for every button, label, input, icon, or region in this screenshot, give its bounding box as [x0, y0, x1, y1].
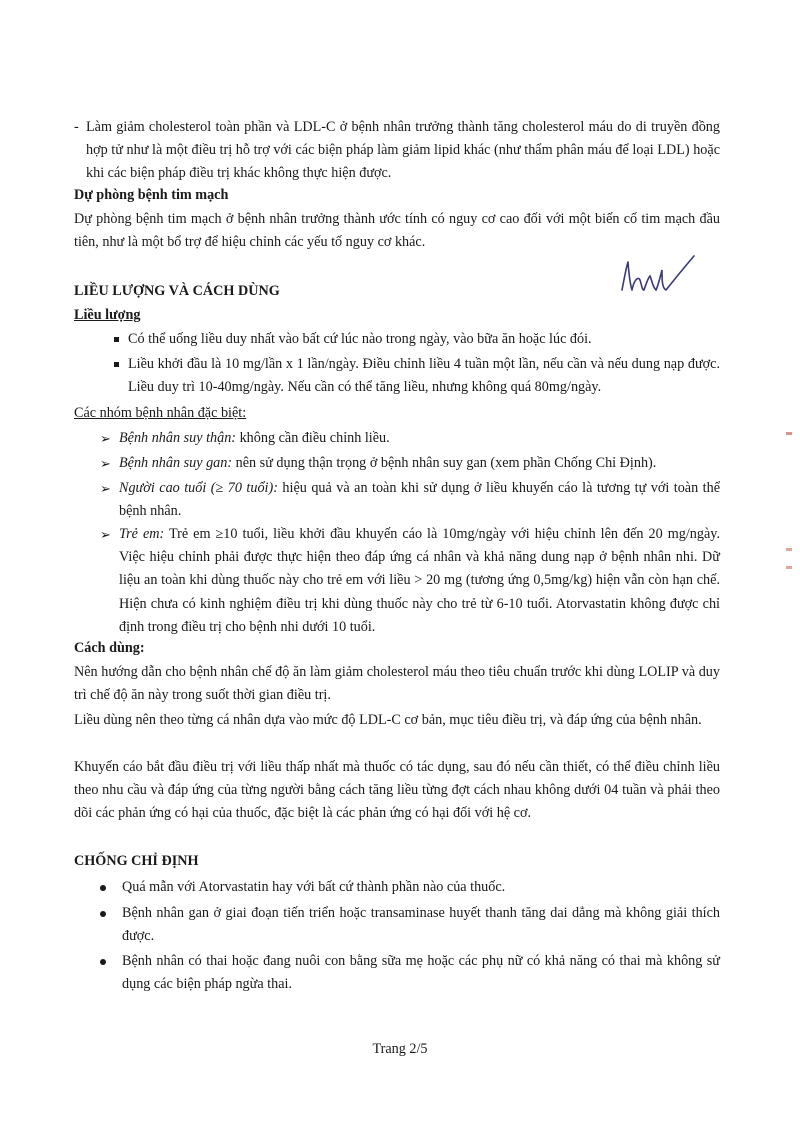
- dosage-bullet-text: Có thể uống liều duy nhất vào bất cứ lúc nào trong ngày, vào bữa ăn hoặc lúc đói.: [128, 331, 592, 347]
- special-group-label: Người cao tuổi (≥ 70 tuổi):: [119, 480, 278, 496]
- special-group-label: Bệnh nhân suy thận:: [119, 430, 237, 446]
- page-number: Trang 2/5: [372, 1041, 428, 1057]
- special-group-item: [100, 427, 720, 450]
- arrow-bullet-icon: ➢: [100, 527, 111, 542]
- square-bullet-icon: [114, 337, 119, 342]
- contra-bullet: [100, 950, 720, 996]
- contra-bullet: [100, 902, 720, 948]
- edge-mark: [786, 432, 792, 435]
- signature: [618, 250, 698, 300]
- dosage-bullet-text: Liều khởi đầu là 10 mg/lần x 1 lần/ngày. Điều chỉnh liều 4 tuần một lần, nếu cần và nếu dung nạp được. Liều duy trì 10-40mg/ngày. Nếu cần có thể tăng liều, nhưng không quá 80mg/ngày.: [128, 356, 720, 396]
- round-bullet-icon: [100, 885, 106, 891]
- arrow-bullet-icon: ➢: [100, 431, 111, 446]
- special-group-desc: không cần điều chỉnh liều.: [236, 430, 390, 446]
- contra-bullet: [100, 876, 720, 899]
- cardio-text: Dự phòng bệnh tim mạch ở bệnh nhân trưởng thành ước tính có nguy cơ cao đối với một biến cố tim mạch đầu tiên, như là một bổ trợ để hiệu chỉnh các yếu tố nguy cơ khác.: [74, 211, 720, 251]
- intro-text: Làm giảm cholesterol toàn phần và LDL-C ở bệnh nhân trưởng thành tăng cholesterol máu do di truyền đồng hợp tử như là một điều trị hỗ trợ với các biện pháp làm giảm lipid khác (như thẩm phân máu để loại LDL) hoặc khi các biện pháp điều trị khác không thực hiện được.: [86, 119, 720, 182]
- contra-bullet-text: Quá mẫn với Atorvastatin hay với bất cứ thành phần nào của thuốc.: [122, 879, 506, 895]
- arrow-bullet-icon: ➢: [100, 481, 111, 496]
- usage-paragraph: Liều dùng nên theo từng cá nhân dựa vào mức độ LDL-C cơ bản, mục tiêu điều trị, và đáp ứng của bệnh nhân.: [74, 712, 702, 728]
- dash-marker: -: [74, 119, 79, 135]
- dosage-heading: LIỀU LƯỢNG VÀ CÁCH DÙNG: [74, 283, 280, 299]
- arrow-bullet-icon: ➢: [100, 456, 111, 471]
- special-group-item: [100, 523, 720, 639]
- dosage-bullet: [114, 353, 720, 399]
- special-group-text: [119, 452, 720, 475]
- special-groups-heading: Các nhóm bệnh nhân đặc biệt:: [74, 405, 247, 421]
- special-group-text: [119, 477, 720, 523]
- cardio-heading: Dự phòng bệnh tim mạch: [74, 187, 229, 203]
- contra-bullet-text: Bệnh nhân có thai hoặc đang nuôi con bằng sữa mẹ hoặc các phụ nữ có khả năng có thai mà không sử dụng các biện pháp ngừa thai.: [122, 953, 720, 993]
- square-bullet-icon: [114, 362, 119, 367]
- usage-heading: Cách dùng:: [74, 640, 145, 656]
- contra-bullet-text: Bệnh nhân gan ở giai đoạn tiến triển hoặc transaminase huyết thanh tăng dai dẳng mà không giải thích được.: [122, 905, 720, 945]
- contra-heading: CHỐNG CHỈ ĐỊNH: [74, 853, 199, 869]
- special-group-desc: hiệu quả và an toàn khi sử dụng ở liều khuyến cáo là tương tự với toàn thể bệnh nhân.: [119, 480, 720, 520]
- intro-item: [74, 116, 720, 186]
- special-group-text: [119, 427, 720, 450]
- usage-paragraph: Nên hướng dẫn cho bệnh nhân chế độ ăn làm giảm cholesterol máu theo tiêu chuẩn trước khi dùng LOLIP và duy trì chế độ ăn này trong suốt thời gian điều trị.: [74, 664, 720, 704]
- edge-mark: [786, 548, 792, 551]
- dosage-subheading: Liều lượng: [74, 307, 141, 323]
- usage-paragraph: Khuyến cáo bắt đầu điều trị với liều thấp nhất mà thuốc có tác dụng, sau đó nếu cần thiết, có thể điều chỉnh liều theo nhu cầu và đáp ứng của từng người bằng cách tăng liều từng đợt cách nhau không dưới 04 tuần và phải theo dõi các phản ứng có hại của thuốc, đặc biệt là các phản ứng có hại đối với hệ cơ.: [74, 759, 720, 822]
- special-group-item: [100, 477, 720, 523]
- special-group-desc: Trẻ em ≥10 tuổi, liều khởi đầu khuyến cáo là 10mg/ngày với hiệu chỉnh lên đến 20 mg/ngày. Việc hiệu chỉnh phải được thực hiện theo đáp ứng cá nhân và khả năng dung nạp ở bệnh nhân nhi. Dữ liệu an toàn khi dùng thuốc này cho trẻ em với liều > 20 mg (tương ứng 0,5mg/kg) hiện vẫn còn hạn chế. Hiện chưa có kinh nghiệm điều trị khi dùng thuốc này cho trẻ từ 6-10 tuổi. Atorvastatin không được chỉ định trong điều trị cho bệnh nhi dưới 10 tuổi.: [119, 526, 720, 635]
- round-bullet-icon: [100, 959, 106, 965]
- special-group-desc: nên sử dụng thận trọng ở bệnh nhân suy gan (xem phần Chống Chỉ Định).: [232, 455, 657, 471]
- dosage-bullet: [114, 328, 720, 351]
- round-bullet-icon: [100, 911, 106, 917]
- special-group-label: Trẻ em:: [119, 526, 165, 542]
- edge-mark: [786, 566, 792, 569]
- special-group-item: [100, 452, 720, 475]
- special-group-label: Bệnh nhân suy gan:: [119, 455, 233, 471]
- special-group-text: [119, 523, 720, 639]
